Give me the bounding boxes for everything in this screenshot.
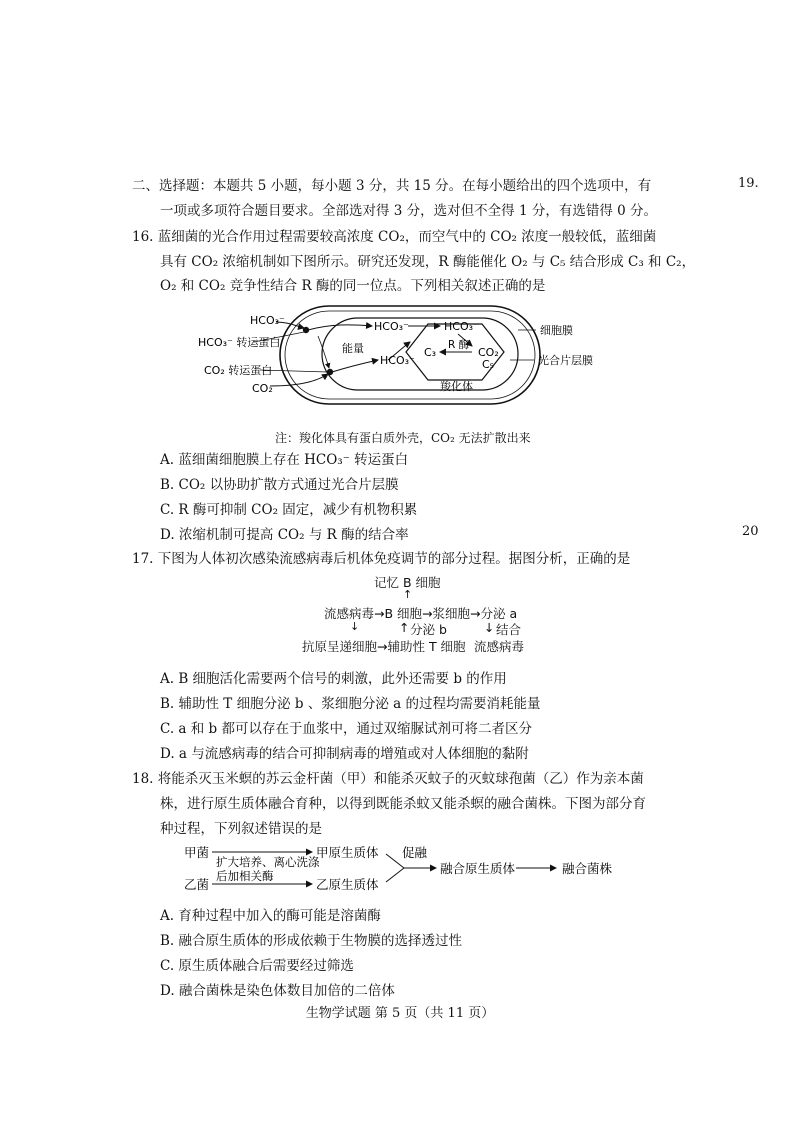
- c3-label: C₃: [424, 346, 437, 359]
- co2-transporter-label: CO₂ 转运蛋白: [204, 364, 273, 377]
- question-16-stem: O₂ 和 CO₂ 竞争性结合 R 酶的同一位点。下列相关叙述正确的是: [160, 278, 546, 294]
- question-16-option-d: D. 浓缩机制可提高 CO₂ 与 R 酶的结合率: [160, 527, 409, 543]
- arrow-down-icon: ↓: [484, 620, 495, 635]
- fused-strain-label: 融合菌株: [562, 861, 613, 876]
- thylakoid-membrane-label: 光合片层膜: [538, 354, 593, 367]
- protoplast-b-label: 乙原生质体: [316, 877, 379, 892]
- question-18-option-b: B. 融合原生质体的形成依赖于生物膜的选择透过性: [160, 933, 463, 949]
- question-18-stem: 种过程，下列叙述错误的是: [160, 821, 322, 837]
- section-header-line: 二、选择题：本题共 5 小题，每小题 3 分，共 15 分。在每小题给出的四个选项中，有: [132, 178, 652, 194]
- question-18-stem: 18. 将能杀灭玉米螟的苏云金杆菌（甲）和能杀灭蚊子的灭蚊球孢菌（乙）作为亲本菌: [132, 771, 644, 787]
- secrete-b-label: 分泌 b: [410, 622, 447, 637]
- cell-membrane-label: 细胞膜: [540, 324, 573, 337]
- question-17-stem: 17. 下图为人体初次感染流感病毒后机体免疫调节的部分过程。据图分析，正确的是: [132, 551, 631, 567]
- section-header-line: 一项或多项符合题目要求。全部选对得 3 分，选对但不全得 1 分，有选错得 0 分。: [160, 203, 658, 219]
- hco3-stroma-bottom-label: HCO₃⁻: [380, 354, 415, 367]
- step-culture-label: 扩大培养、离心洗涤: [216, 855, 320, 869]
- c5-label: C₅: [482, 358, 495, 371]
- hco3-stroma-top-label: HCO₃⁻: [374, 320, 409, 333]
- arrow-up-icon: ↑: [403, 588, 413, 601]
- page-footer: 生物学试题 第 5 页（共 11 页）: [305, 1006, 495, 1021]
- co2-concentration-diagram: [190, 300, 650, 420]
- question-18-option-d: D. 融合菌株是染色体数目加倍的二倍体: [160, 983, 395, 999]
- immune-flow-main-row: 流感病毒→B 细胞→浆细胞→分泌 a: [324, 606, 518, 621]
- hco3-carboxysome-label: HCO₃⁻: [444, 320, 479, 333]
- energy-label: 能量: [342, 342, 364, 355]
- question-16-option-a: A. 蓝细菌细胞膜上存在 HCO₃⁻ 转运蛋白: [160, 452, 409, 468]
- fused-protoplast-label: 融合原生质体: [440, 861, 516, 876]
- question-17-option-a: A. B 细胞活化需要两个信号的刺激，此外还需要 b 的作用: [160, 671, 507, 687]
- protoplast-fusion-diagram: [180, 838, 620, 898]
- question-16-stem: 16. 蓝细菌的光合作用过程需要较高浓度 CO₂，而空气中的 CO₂ 浓度一般较低，蓝细菌: [132, 229, 657, 245]
- question-17-option-d: D. a 与流感病毒的结合可抑制病毒的增殖或对人体细胞的黏附: [160, 746, 529, 762]
- carboxysome-label: 羧化体: [440, 380, 473, 393]
- question-16-option-c: C. R 酶可抑制 CO₂ 固定，减少有机物积累: [160, 502, 418, 518]
- margin-number: 20: [742, 524, 759, 539]
- hco3-transporter-label: HCO₃⁻ 转运蛋白: [198, 336, 281, 349]
- question-17-option-b: B. 辅助性 T 细胞分泌 b 、浆细胞分泌 a 的过程均需要消耗能量: [160, 696, 541, 712]
- margin-number: 19.: [738, 176, 759, 191]
- co2-outside-label: CO₂: [252, 382, 273, 395]
- protoplast-a-label: 甲原生质体: [316, 845, 379, 860]
- question-18-stem: 株，进行原生质体融合育种，以得到既能杀蚊又能杀螟的融合菌株。下图为部分育: [160, 796, 646, 812]
- question-16-stem: 具有 CO₂ 浓缩机制如下图所示。研究还发现，R 酶能催化 O₂ 与 C₅ 结合形成 C₃ 和 C₂，: [160, 254, 696, 270]
- hco3-outside-label: HCO₃⁻: [250, 314, 285, 327]
- diagram-note: 注：羧化体具有蛋白质外壳，CO₂ 无法扩散出来: [275, 431, 531, 445]
- enzyme-label: R 酶: [448, 339, 470, 351]
- promote-fusion-label: 促融: [402, 845, 428, 860]
- strain-b-label: 乙菌: [184, 877, 210, 892]
- question-16-option-b: B. CO₂ 以协助扩散方式通过光合片层膜: [160, 477, 399, 493]
- question-17-option-c: C. a 和 b 都可以存在于血浆中，通过双缩脲试剂可将二者区分: [160, 721, 532, 737]
- co2-inside-label: CO₂: [478, 346, 499, 359]
- arrow-up-icon: ↑: [399, 620, 410, 635]
- step-enzyme-label: 后加相关酶: [216, 869, 274, 883]
- question-18-option-a: A. 育种过程中加入的酶可能是溶菌酶: [160, 908, 381, 924]
- influenza-virus-label: 流感病毒: [474, 639, 525, 654]
- arrow-down-icon: ↓: [350, 620, 360, 633]
- memory-b-cell-label: 记忆 B 细胞: [374, 575, 441, 590]
- question-18-option-c: C. 原生质体融合后需要经过筛选: [160, 958, 354, 974]
- strain-a-label: 甲菌: [184, 845, 210, 860]
- immune-flow-bottom-row: 抗原呈递细胞→辅助性 T 细胞: [302, 639, 466, 654]
- combine-label: 结合: [496, 622, 522, 637]
